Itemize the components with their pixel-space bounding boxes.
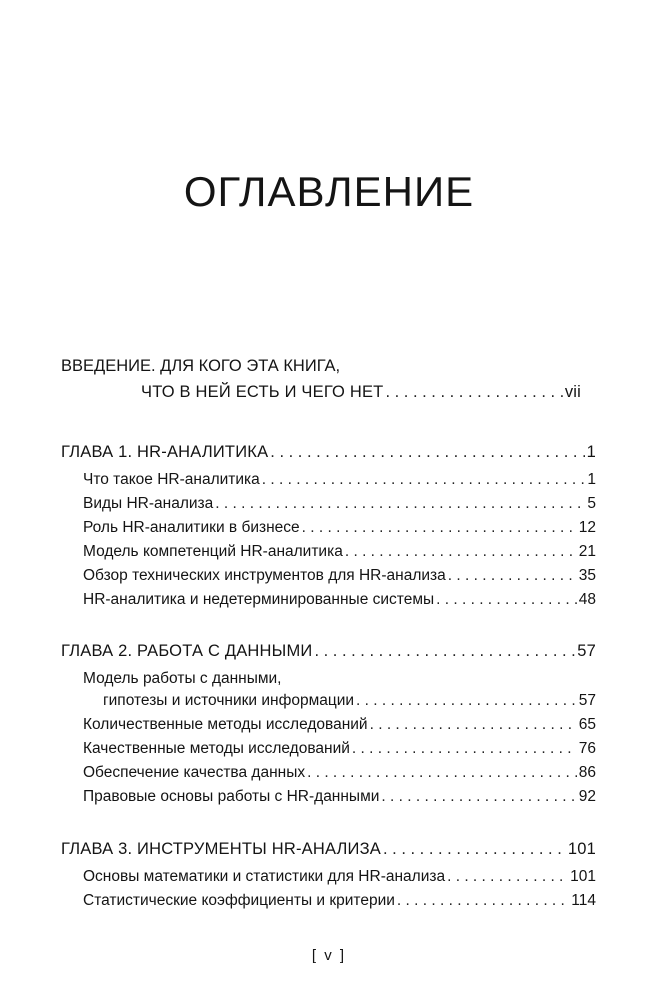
dot-leader [436, 592, 577, 608]
page-footer-number: [ v ] [311, 947, 347, 964]
entry-title-line2: гипотезы и источники информации [103, 692, 355, 709]
page-number: 21 [578, 543, 596, 560]
dot-leader [356, 693, 577, 709]
dot-leader [447, 869, 568, 885]
dot-leader [314, 643, 575, 660]
dot-leader [302, 520, 577, 536]
toc-entry[interactable] [103, 693, 596, 709]
entry-title-line1: Модель работы с данными, [83, 670, 282, 687]
dot-leader [352, 741, 577, 757]
dot-leader [383, 841, 566, 858]
entry-title: Правовые основы работы с HR-данными [83, 788, 380, 805]
toc-entry[interactable] [83, 472, 596, 488]
dot-leader [397, 893, 569, 909]
toc-entry[interactable] [83, 568, 596, 584]
chapter-1-entry[interactable] [61, 444, 596, 461]
entry-title: Качественные методы исследований [83, 740, 350, 757]
toc-entry[interactable] [83, 893, 596, 909]
entry-title: Количественные методы исследований [83, 716, 368, 733]
entry-title: Обеспечение качества данных [83, 764, 306, 781]
chapter-2-entry[interactable] [61, 643, 596, 660]
page-number: 5 [587, 495, 596, 512]
entry-title: Виды HR-анализа [83, 495, 214, 512]
intro-title-line2: ЧТО В НЕЙ ЕСТЬ И ЧЕГО НЕТ [141, 383, 384, 401]
page-number: 1 [587, 471, 596, 488]
page-number: 76 [578, 740, 596, 757]
entry-title: Обзор технических инструментов для HR-анализа [83, 567, 446, 584]
dot-leader [448, 568, 577, 584]
page-number: 101 [570, 868, 596, 885]
page-number: 92 [578, 788, 596, 805]
toc-entry[interactable] [83, 717, 596, 733]
chapter-title: ГЛАВА 2. РАБОТА С ДАННЫМИ [61, 642, 313, 660]
entry-title: Статистические коэффициенты и критерии [83, 892, 395, 909]
page-number: 114 [571, 892, 596, 909]
dot-leader [370, 717, 577, 733]
chapter-title: ГЛАВА 3. ИНСТРУМЕНТЫ HR-АНАЛИЗА [61, 840, 381, 858]
page-number: 35 [578, 567, 596, 584]
dot-leader [381, 789, 576, 805]
page-number: 101 [567, 840, 596, 858]
toc-entry[interactable] [83, 592, 596, 608]
chapter-title: ГЛАВА 1. HR-АНАЛИТИКА [61, 443, 269, 461]
entry-title: Модель компетенций HR-аналитика [83, 543, 343, 560]
dot-leader [385, 384, 562, 401]
dot-leader [262, 472, 586, 488]
page-number: 48 [578, 591, 596, 608]
toc-entry[interactable] [83, 789, 596, 805]
page-number: 65 [578, 716, 596, 733]
intro-entry[interactable] [141, 384, 581, 401]
toc-entry[interactable] [83, 765, 596, 781]
page-number: vii [564, 383, 581, 401]
entry-title: HR-аналитика и недетерминированные системы [83, 591, 435, 608]
page-title: ОГЛАВЛЕНИЕ [183, 168, 475, 216]
page-number: 1 [586, 443, 596, 461]
toc-entry[interactable] [83, 496, 596, 512]
entry-title: Что такое HR-аналитика [83, 471, 260, 488]
dot-leader [345, 544, 577, 560]
toc-entry[interactable] [83, 520, 596, 536]
dot-leader [215, 496, 585, 512]
intro-title-line1: ВВЕДЕНИЕ. ДЛЯ КОГО ЭТА КНИГА, [61, 357, 341, 375]
toc-entry[interactable] [83, 544, 596, 560]
entry-title: Основы математики и статистики для HR-анализа [83, 868, 446, 885]
page-number: 57 [577, 642, 596, 660]
page-number: 57 [578, 692, 596, 709]
toc-entry[interactable] [83, 869, 596, 885]
dot-leader [270, 444, 584, 461]
page-number: 86 [578, 764, 596, 781]
entry-title: Роль HR-аналитики в бизнесе [83, 519, 300, 536]
page-number: 12 [578, 519, 596, 536]
toc-entry[interactable] [83, 741, 596, 757]
chapter-3-entry[interactable] [61, 841, 596, 858]
dot-leader [307, 765, 577, 781]
